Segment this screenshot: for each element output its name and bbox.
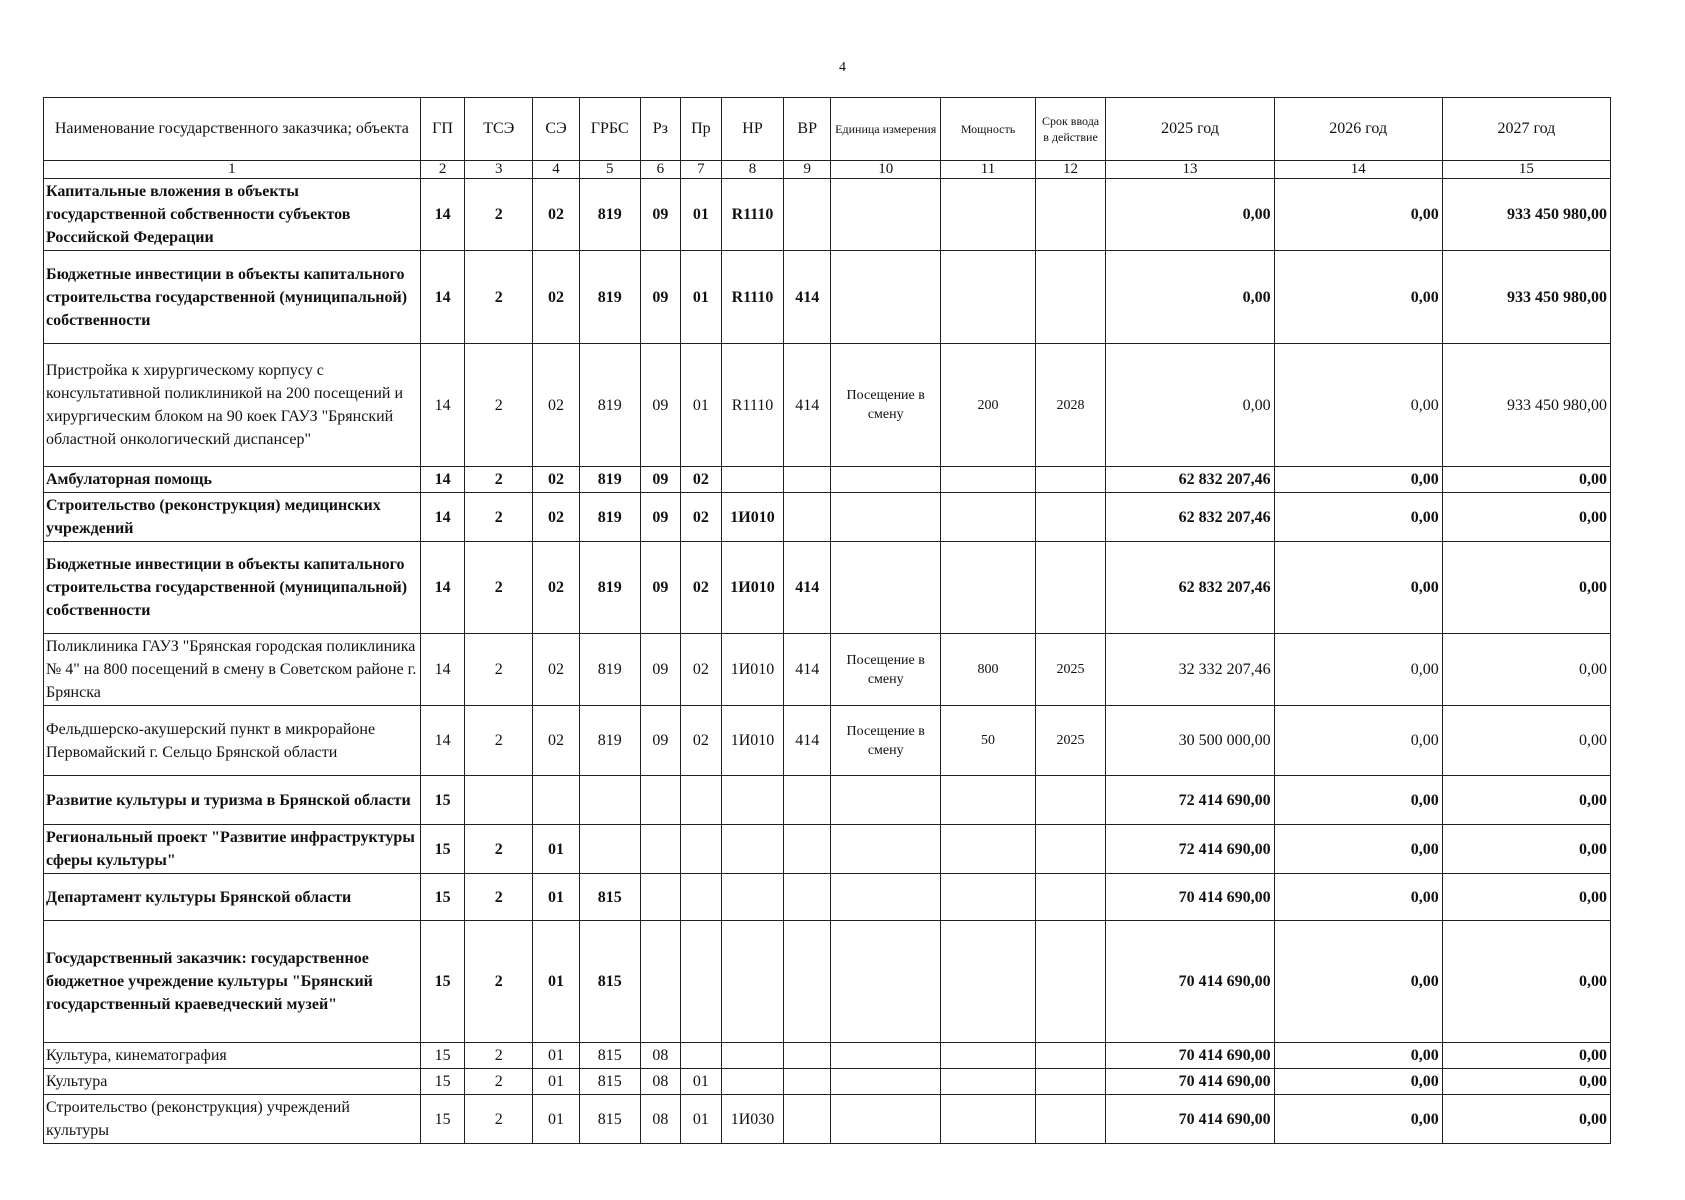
header-2026: 2026 год — [1274, 98, 1442, 161]
amount-2027-cell: 0,00 — [1442, 1095, 1610, 1144]
amount-2027-cell: 0,00 — [1442, 542, 1610, 634]
header-nr: НР — [721, 98, 784, 161]
object-name-cell: Культура, кинематография — [44, 1043, 421, 1069]
grbs-code-cell: 819 — [579, 493, 640, 542]
header-se: СЭ — [533, 98, 580, 161]
commission-year-cell: 2025 — [1035, 706, 1106, 776]
commission-year-cell — [1035, 542, 1106, 634]
tse-code-cell — [465, 776, 533, 825]
gp-code-cell: 14 — [420, 634, 465, 706]
header-capacity: Мощность — [941, 98, 1035, 161]
se-code-cell: 02 — [533, 251, 580, 344]
grbs-code-cell: 815 — [579, 874, 640, 921]
column-number: 5 — [579, 161, 640, 179]
grbs-code-cell: 819 — [579, 706, 640, 776]
header-vr: ВР — [784, 98, 831, 161]
header-commission-date: Срок ввода в действие — [1035, 98, 1106, 161]
nr-code-cell: R1110 — [721, 179, 784, 251]
tse-code-cell: 2 — [465, 874, 533, 921]
column-number: 13 — [1106, 161, 1274, 179]
column-number: 4 — [533, 161, 580, 179]
object-name-cell: Строительство (реконструкция) учреждений культуры — [44, 1095, 421, 1144]
gp-code-cell: 15 — [420, 776, 465, 825]
grbs-code-cell — [579, 776, 640, 825]
column-number: 14 — [1274, 161, 1442, 179]
amount-2025-cell: 30 500 000,00 — [1106, 706, 1274, 776]
object-name-cell: Региональный проект "Развитие инфраструктуры сферы культуры" — [44, 825, 421, 874]
amount-2025-cell: 70 414 690,00 — [1106, 874, 1274, 921]
grbs-code-cell: 819 — [579, 251, 640, 344]
table-row — [44, 1095, 1611, 1144]
nr-code-cell: 1И010 — [721, 493, 784, 542]
table-row — [44, 467, 1611, 493]
commission-year-cell — [1035, 1043, 1106, 1069]
vr-code-cell — [784, 1043, 831, 1069]
commission-year-cell — [1035, 921, 1106, 1043]
grbs-code-cell: 815 — [579, 1069, 640, 1095]
capacity-cell — [941, 542, 1035, 634]
nr-code-cell: 1И010 — [721, 542, 784, 634]
grbs-code-cell: 819 — [579, 344, 640, 467]
object-name-cell: Пристройка к хирургическому корпусу с консультативной поликлиникой на 200 посещений и хирургическим блоком на 90 коек ГАУЗ "Брянский областной онкологический диспансер" — [44, 344, 421, 467]
amount-2027-cell: 0,00 — [1442, 776, 1610, 825]
amount-2025-cell: 70 414 690,00 — [1106, 1069, 1274, 1095]
amount-2025-cell: 70 414 690,00 — [1106, 921, 1274, 1043]
gp-code-cell: 15 — [420, 1069, 465, 1095]
amount-2026-cell: 0,00 — [1274, 1069, 1442, 1095]
capacity-cell: 50 — [941, 706, 1035, 776]
unit-of-measure-cell — [831, 179, 941, 251]
unit-of-measure-cell — [831, 825, 941, 874]
grbs-code-cell: 819 — [579, 634, 640, 706]
column-number: 3 — [465, 161, 533, 179]
amount-2025-cell: 70 414 690,00 — [1106, 1043, 1274, 1069]
pr-code-cell: 02 — [681, 467, 722, 493]
amount-2025-cell: 0,00 — [1106, 251, 1274, 344]
tse-code-cell: 2 — [465, 251, 533, 344]
object-name-cell: Строительство (реконструкция) медицинских учреждений — [44, 493, 421, 542]
gp-code-cell: 14 — [420, 179, 465, 251]
object-name-cell: Амбулаторная помощь — [44, 467, 421, 493]
capacity-cell — [941, 874, 1035, 921]
se-code-cell: 01 — [533, 825, 580, 874]
table-header-row — [44, 98, 1611, 161]
nr-code-cell: 1И010 — [721, 706, 784, 776]
unit-of-measure-cell — [831, 542, 941, 634]
column-number: 9 — [784, 161, 831, 179]
rz-code-cell: 08 — [640, 1069, 681, 1095]
grbs-code-cell: 819 — [579, 467, 640, 493]
capacity-cell: 800 — [941, 634, 1035, 706]
rz-code-cell — [640, 825, 681, 874]
gp-code-cell: 15 — [420, 825, 465, 874]
column-number: 1 — [44, 161, 421, 179]
commission-year-cell — [1035, 1069, 1106, 1095]
table-row — [44, 634, 1611, 706]
commission-year-cell — [1035, 1095, 1106, 1144]
nr-code-cell — [721, 825, 784, 874]
rz-code-cell — [640, 776, 681, 825]
commission-year-cell: 2028 — [1035, 344, 1106, 467]
gp-code-cell: 15 — [420, 921, 465, 1043]
table-row — [44, 542, 1611, 634]
column-number: 8 — [721, 161, 784, 179]
commission-year-cell — [1035, 179, 1106, 251]
budget-table — [43, 97, 1611, 1144]
amount-2025-cell: 62 832 207,46 — [1106, 467, 1274, 493]
table-row — [44, 706, 1611, 776]
amount-2025-cell: 0,00 — [1106, 179, 1274, 251]
commission-year-cell — [1035, 776, 1106, 825]
amount-2027-cell: 0,00 — [1442, 874, 1610, 921]
nr-code-cell: R1110 — [721, 251, 784, 344]
tse-code-cell: 2 — [465, 706, 533, 776]
table-row — [44, 251, 1611, 344]
nr-code-cell — [721, 874, 784, 921]
grbs-code-cell: 815 — [579, 1095, 640, 1144]
rz-code-cell — [640, 874, 681, 921]
rz-code-cell: 09 — [640, 706, 681, 776]
vr-code-cell — [784, 179, 831, 251]
se-code-cell: 02 — [533, 542, 580, 634]
capacity-cell — [941, 251, 1035, 344]
nr-code-cell — [721, 1069, 784, 1095]
column-number: 6 — [640, 161, 681, 179]
amount-2025-cell: 0,00 — [1106, 344, 1274, 467]
vr-code-cell — [784, 921, 831, 1043]
gp-code-cell: 14 — [420, 706, 465, 776]
rz-code-cell: 09 — [640, 179, 681, 251]
tse-code-cell: 2 — [465, 1043, 533, 1069]
pr-code-cell: 02 — [681, 493, 722, 542]
column-number: 15 — [1442, 161, 1610, 179]
unit-of-measure-cell — [831, 1043, 941, 1069]
gp-code-cell: 14 — [420, 467, 465, 493]
gp-code-cell: 15 — [420, 874, 465, 921]
capacity-cell — [941, 1043, 1035, 1069]
vr-code-cell — [784, 1069, 831, 1095]
amount-2027-cell: 0,00 — [1442, 706, 1610, 776]
rz-code-cell: 09 — [640, 634, 681, 706]
object-name-cell: Департамент культуры Брянской области — [44, 874, 421, 921]
commission-year-cell — [1035, 493, 1106, 542]
vr-code-cell — [784, 874, 831, 921]
header-gp: ГП — [420, 98, 465, 161]
object-name-cell: Поликлиника ГАУЗ "Брянская городская поликлиника № 4" на 800 посещений в смену в Советском районе г. Брянска — [44, 634, 421, 706]
amount-2026-cell: 0,00 — [1274, 1095, 1442, 1144]
amount-2027-cell: 0,00 — [1442, 493, 1610, 542]
se-code-cell: 02 — [533, 179, 580, 251]
grbs-code-cell — [579, 825, 640, 874]
amount-2027-cell: 0,00 — [1442, 1069, 1610, 1095]
rz-code-cell: 09 — [640, 467, 681, 493]
table-row — [44, 776, 1611, 825]
amount-2027-cell: 0,00 — [1442, 825, 1610, 874]
amount-2025-cell: 62 832 207,46 — [1106, 542, 1274, 634]
grbs-code-cell: 819 — [579, 179, 640, 251]
commission-year-cell: 2025 — [1035, 634, 1106, 706]
table-row — [44, 1069, 1611, 1095]
gp-code-cell: 14 — [420, 493, 465, 542]
amount-2026-cell: 0,00 — [1274, 467, 1442, 493]
vr-code-cell — [784, 493, 831, 542]
amount-2026-cell: 0,00 — [1274, 1043, 1442, 1069]
amount-2026-cell: 0,00 — [1274, 634, 1442, 706]
amount-2027-cell: 0,00 — [1442, 634, 1610, 706]
vr-code-cell: 414 — [784, 344, 831, 467]
header-pr: Пр — [681, 98, 722, 161]
amount-2026-cell: 0,00 — [1274, 179, 1442, 251]
pr-code-cell: 02 — [681, 706, 722, 776]
unit-of-measure-cell — [831, 251, 941, 344]
header-grbs: ГРБС — [579, 98, 640, 161]
se-code-cell: 02 — [533, 344, 580, 467]
vr-code-cell — [784, 467, 831, 493]
unit-of-measure-cell — [831, 1069, 941, 1095]
pr-code-cell — [681, 776, 722, 825]
unit-of-measure-cell — [831, 921, 941, 1043]
gp-code-cell: 14 — [420, 542, 465, 634]
amount-2026-cell: 0,00 — [1274, 493, 1442, 542]
amount-2026-cell: 0,00 — [1274, 344, 1442, 467]
vr-code-cell — [784, 825, 831, 874]
nr-code-cell — [721, 1043, 784, 1069]
pr-code-cell — [681, 1043, 722, 1069]
capacity-cell — [941, 493, 1035, 542]
vr-code-cell: 414 — [784, 634, 831, 706]
commission-year-cell — [1035, 467, 1106, 493]
header-2027: 2027 год — [1442, 98, 1610, 161]
page-number: 4 — [839, 60, 846, 75]
unit-of-measure-cell: Посещение в смену — [831, 344, 941, 467]
object-name-cell: Бюджетные инвестиции в объекты капитального строительства государственной (муниципальной) собственности — [44, 542, 421, 634]
column-number: 11 — [941, 161, 1035, 179]
rz-code-cell: 08 — [640, 1095, 681, 1144]
amount-2025-cell: 32 332 207,46 — [1106, 634, 1274, 706]
grbs-code-cell: 819 — [579, 542, 640, 634]
tse-code-cell: 2 — [465, 467, 533, 493]
object-name-cell: Капитальные вложения в объекты государственной собственности субъектов Российской Федерации — [44, 179, 421, 251]
amount-2025-cell: 72 414 690,00 — [1106, 776, 1274, 825]
capacity-cell — [941, 776, 1035, 825]
tse-code-cell: 2 — [465, 634, 533, 706]
object-name-cell: Государственный заказчик: государственное бюджетное учреждение культуры "Брянский государственный краеведческий музей" — [44, 921, 421, 1043]
se-code-cell: 01 — [533, 874, 580, 921]
table-row — [44, 825, 1611, 874]
pr-code-cell: 01 — [681, 1095, 722, 1144]
pr-code-cell: 02 — [681, 542, 722, 634]
amount-2025-cell: 62 832 207,46 — [1106, 493, 1274, 542]
vr-code-cell — [784, 776, 831, 825]
rz-code-cell: 09 — [640, 542, 681, 634]
vr-code-cell: 414 — [784, 542, 831, 634]
amount-2025-cell: 70 414 690,00 — [1106, 1095, 1274, 1144]
amount-2026-cell: 0,00 — [1274, 542, 1442, 634]
amount-2026-cell: 0,00 — [1274, 874, 1442, 921]
pr-code-cell — [681, 874, 722, 921]
nr-code-cell: 1И030 — [721, 1095, 784, 1144]
se-code-cell: 02 — [533, 467, 580, 493]
se-code-cell: 02 — [533, 493, 580, 542]
column-number: 7 — [681, 161, 722, 179]
nr-code-cell — [721, 467, 784, 493]
gp-code-cell: 15 — [420, 1095, 465, 1144]
unit-of-measure-cell: Посещение в смену — [831, 634, 941, 706]
se-code-cell: 01 — [533, 1043, 580, 1069]
column-number: 10 — [831, 161, 941, 179]
amount-2027-cell: 0,00 — [1442, 467, 1610, 493]
unit-of-measure-cell — [831, 776, 941, 825]
unit-of-measure-cell — [831, 467, 941, 493]
vr-code-cell: 414 — [784, 706, 831, 776]
vr-code-cell: 414 — [784, 251, 831, 344]
gp-code-cell: 14 — [420, 251, 465, 344]
nr-code-cell: 1И010 — [721, 634, 784, 706]
object-name-cell: Бюджетные инвестиции в объекты капитального строительства государственной (муниципальной) собственности — [44, 251, 421, 344]
tse-code-cell: 2 — [465, 179, 533, 251]
tse-code-cell: 2 — [465, 542, 533, 634]
amount-2026-cell: 0,00 — [1274, 776, 1442, 825]
tse-code-cell: 2 — [465, 825, 533, 874]
object-name-cell: Фельдшерско-акушерский пункт в микрорайоне Первомайский г. Сельцо Брянской области — [44, 706, 421, 776]
amount-2026-cell: 0,00 — [1274, 251, 1442, 344]
object-name-cell: Культура — [44, 1069, 421, 1095]
table-row — [44, 874, 1611, 921]
nr-code-cell: R1110 — [721, 344, 784, 467]
unit-of-measure-cell — [831, 874, 941, 921]
unit-of-measure-cell — [831, 1095, 941, 1144]
header-tse: ТСЭ — [465, 98, 533, 161]
pr-code-cell: 02 — [681, 634, 722, 706]
rz-code-cell: 09 — [640, 493, 681, 542]
header-rz: Рз — [640, 98, 681, 161]
table-row — [44, 179, 1611, 251]
amount-2027-cell: 0,00 — [1442, 921, 1610, 1043]
pr-code-cell — [681, 825, 722, 874]
column-number-row — [44, 161, 1611, 179]
se-code-cell: 02 — [533, 706, 580, 776]
table-body — [44, 179, 1611, 1144]
se-code-cell: 01 — [533, 921, 580, 1043]
capacity-cell: 200 — [941, 344, 1035, 467]
nr-code-cell — [721, 776, 784, 825]
pr-code-cell: 01 — [681, 251, 722, 344]
commission-year-cell — [1035, 825, 1106, 874]
pr-code-cell: 01 — [681, 1069, 722, 1095]
table-row — [44, 1043, 1611, 1069]
se-code-cell — [533, 776, 580, 825]
amount-2027-cell: 933 450 980,00 — [1442, 344, 1610, 467]
header-unit: Единица измерения — [831, 98, 941, 161]
amount-2026-cell: 0,00 — [1274, 706, 1442, 776]
tse-code-cell: 2 — [465, 1095, 533, 1144]
amount-2026-cell: 0,00 — [1274, 921, 1442, 1043]
grbs-code-cell: 815 — [579, 1043, 640, 1069]
amount-2026-cell: 0,00 — [1274, 825, 1442, 874]
capacity-cell — [941, 179, 1035, 251]
table-row — [44, 493, 1611, 542]
amount-2025-cell: 72 414 690,00 — [1106, 825, 1274, 874]
column-number: 12 — [1035, 161, 1106, 179]
gp-code-cell: 14 — [420, 344, 465, 467]
rz-code-cell: 09 — [640, 251, 681, 344]
amount-2027-cell: 933 450 980,00 — [1442, 179, 1610, 251]
capacity-cell — [941, 921, 1035, 1043]
tse-code-cell: 2 — [465, 921, 533, 1043]
capacity-cell — [941, 467, 1035, 493]
rz-code-cell: 08 — [640, 1043, 681, 1069]
column-number: 2 — [420, 161, 465, 179]
object-name-cell: Развитие культуры и туризма в Брянской области — [44, 776, 421, 825]
se-code-cell: 01 — [533, 1095, 580, 1144]
table-row — [44, 921, 1611, 1043]
pr-code-cell: 01 — [681, 179, 722, 251]
unit-of-measure-cell — [831, 493, 941, 542]
amount-2027-cell: 933 450 980,00 — [1442, 251, 1610, 344]
tse-code-cell: 2 — [465, 493, 533, 542]
amount-2027-cell: 0,00 — [1442, 1043, 1610, 1069]
unit-of-measure-cell: Посещение в смену — [831, 706, 941, 776]
header-2025: 2025 год — [1106, 98, 1274, 161]
grbs-code-cell: 815 — [579, 921, 640, 1043]
commission-year-cell — [1035, 874, 1106, 921]
capacity-cell — [941, 1069, 1035, 1095]
pr-code-cell — [681, 921, 722, 1043]
table-row — [44, 344, 1611, 467]
se-code-cell: 02 — [533, 634, 580, 706]
header-name: Наименование государственного заказчика; объекта — [44, 98, 421, 161]
capacity-cell — [941, 1095, 1035, 1144]
gp-code-cell: 15 — [420, 1043, 465, 1069]
tse-code-cell: 2 — [465, 344, 533, 467]
rz-code-cell — [640, 921, 681, 1043]
capacity-cell — [941, 825, 1035, 874]
commission-year-cell — [1035, 251, 1106, 344]
tse-code-cell: 2 — [465, 1069, 533, 1095]
rz-code-cell: 09 — [640, 344, 681, 467]
nr-code-cell — [721, 921, 784, 1043]
se-code-cell: 01 — [533, 1069, 580, 1095]
vr-code-cell — [784, 1095, 831, 1144]
pr-code-cell: 01 — [681, 344, 722, 467]
